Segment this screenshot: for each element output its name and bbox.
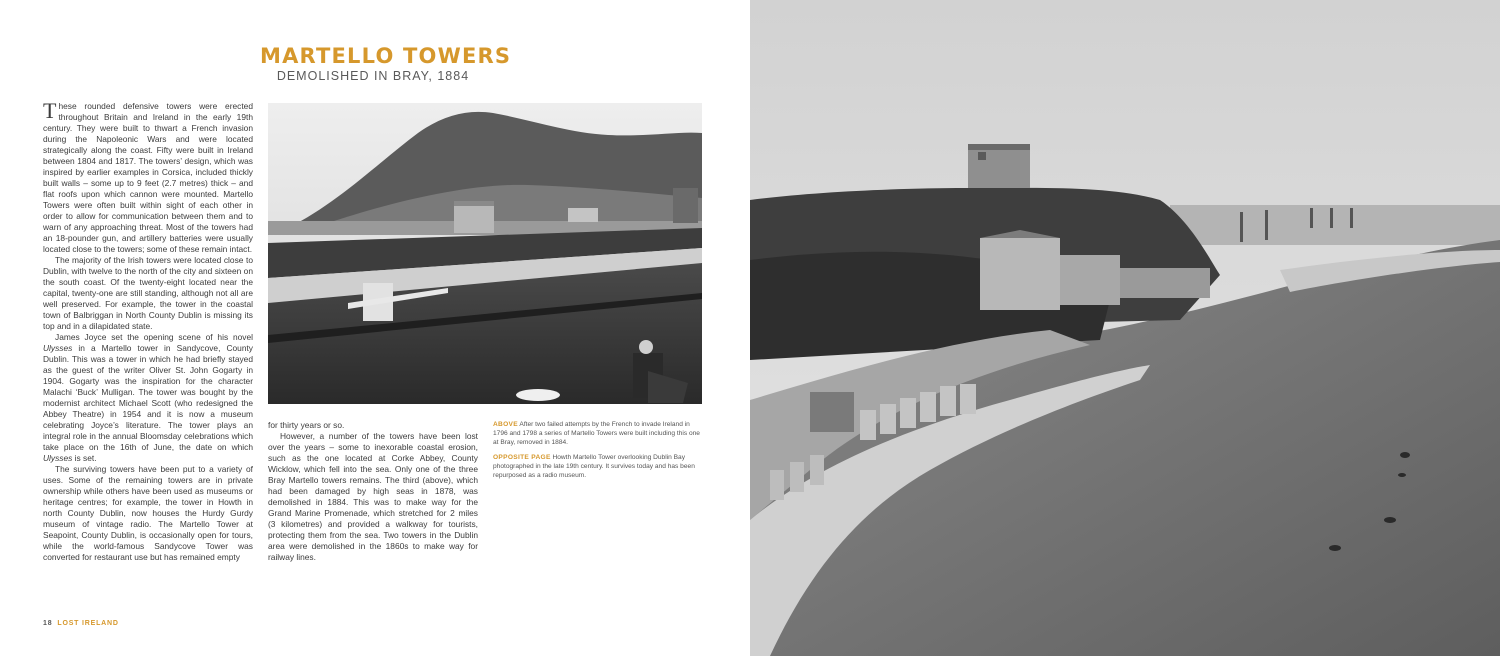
page-footer (43, 620, 119, 627)
column-2-paragraph-2: However, a number of the towers have been lost over the years – some to inexorable coastal erosion, such as the one located at Corke Abbey, County Wicklow, which fell into the sea. Only one of the three Bray Martello towers remains. The third (above), which had been damaged by high seas in 1878, was demolished in 1884. This was to make way for the Grand Marine Promenade, which stretched for 2 miles (3 kilometres) and provided a walkway for tourists, protecting them from the sea. Two towers in the Dublin area were demolished in the 1860s to make way for railway lines. (268, 431, 478, 562)
paragraph-1-text: hese rounded defensive towers were erected throughout Britain and Ireland in the early 19th century. They were built to thwart a French invasion during the Napoleonic Wars and were located strategically along the coast. Fifty were built in Ireland between 1804 and 1817. The towers’ design, which was inspired by earlier examples in Corsica, included thickly built walls – some up to 9 feet (2.7 metres) thick – and flat roofs upon which cannon were mounted. Martello Towers were often built within sight of each other in order to allow for communication between them and to warn of any approaching threat. Most of the towers had an 18-pounder gun, and artillery batteries were usually located close to the towers; some of these remain intact. (43, 101, 253, 254)
caption-opposite (493, 453, 705, 481)
drop-cap: T (43, 101, 57, 123)
page-subtitle: DEMOLISHED IN BRAY, 1884 (276, 69, 470, 83)
captions (493, 420, 705, 485)
caption-opposite-label: OPPOSITE PAGE (493, 453, 551, 461)
howth-photo-illustration (750, 0, 1500, 656)
paragraph-3-text-a: James Joyce set the opening scene of his novel (55, 332, 253, 342)
running-title: LOST IRELAND (57, 620, 119, 627)
paragraph-3-text-b: in a Martello tower in Sandycove, County Dublin. This was a tower in which he had briefly stayed as the guest of the writer Oliver St. John Gogarty in 1904. Gogarty was the inspiration for the character Malachi ‘Buck’ Mulligan. The tower was bought by the modernist architect Michael Scott (who redesigned the Abbey Theatre) in 1954 and it is now a museum celebrating Joyce’s literature. The tower plays an integral role in the annual Bloomsday celebrations which take place on the 16th of June, the date on which (43, 343, 253, 452)
paragraph-2: The majority of the Irish towers were located close to Dublin, with twelve to the north of the city and sixteen on the south coast. Of the twenty-eight located near the capital, twenty-one are still standing, although not all are well preserved. For example, the tower in the coastal town of Balbriggan in North County Dublin is missing its top and in a dilapidated state. (43, 255, 253, 331)
ulysses-title-1: Ulysses (43, 343, 73, 353)
howth-tower-photo (750, 0, 1500, 656)
text-column-1 (43, 101, 253, 606)
ulysses-title-2: Ulysses (43, 453, 73, 463)
column-2-paragraph-1: for thirty years or so. (268, 420, 345, 430)
page-number: 18 (43, 620, 53, 627)
paragraph-4: The surviving towers have been put to a variety of uses. Some of the remaining towers are in private ownership while others have been used as museums or heritage centres; for example, the tower in Howth in north County Dublin, now houses the Hurdy Gurdy museum of vintage radio. The Martello Tower at Seapoint, County Dublin, is occasionally open for tours, while the world-famous Sandycove Tower was converted for restaurant use but has remained empty (43, 464, 253, 562)
caption-above-label: ABOVE (493, 421, 518, 428)
paragraph-1 (43, 101, 253, 255)
caption-above-text: After two failed attempts by the French to invade Ireland in 1796 and 1798 a series of Martello Towers were built including this one at Bray, removed in 1884. (493, 421, 700, 447)
caption-above (493, 420, 705, 448)
paragraph-3 (43, 332, 253, 464)
bray-tower-photo (268, 103, 702, 404)
page-title: MARTELLO TOWERS (260, 44, 512, 68)
paragraph-3-text-c: is set. (72, 453, 97, 463)
text-column-2 (268, 420, 478, 580)
caption-opposite-text: Howth Martello Tower overlooking Dublin Bay photographed in the late 19th century. It survives today and has been repurposed as a radio museum. (493, 453, 695, 480)
bray-photo-illustration (268, 103, 702, 404)
